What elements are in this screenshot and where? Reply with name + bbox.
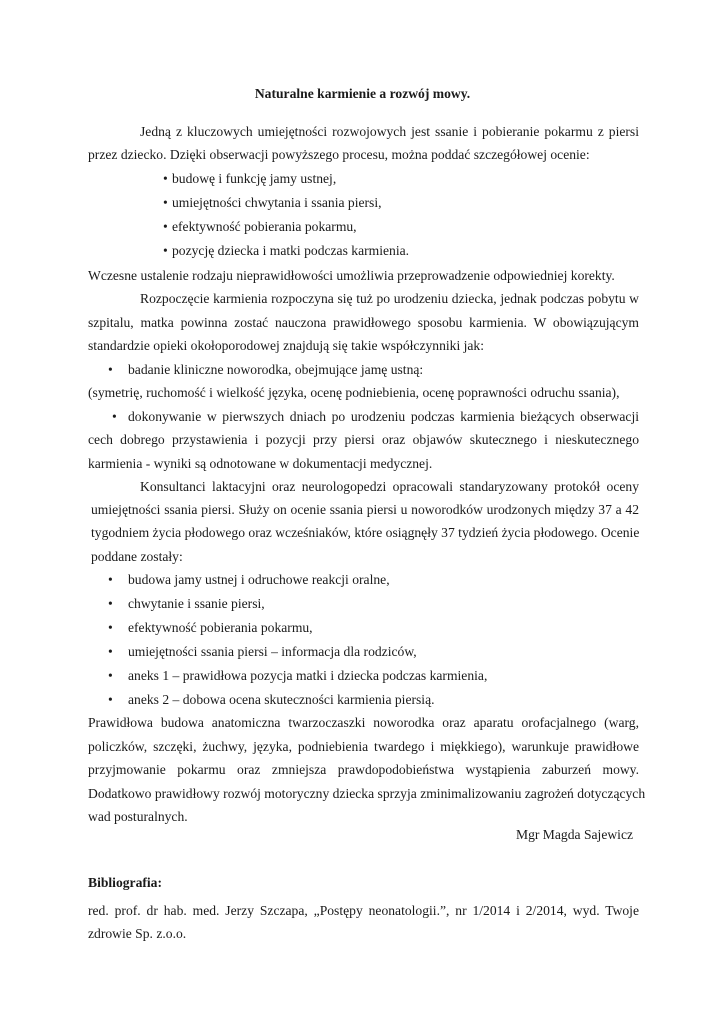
bullet-icon: • (108, 644, 113, 659)
list-item: • umiejętności chwytania i ssania piersi, (163, 191, 382, 214)
paragraph-anatomy-cont: policzków, szczęki, żuchwy, języka, podniebienia twardego i miękkiego), warunkuje prawidłowe (88, 739, 639, 754)
bullet-icon: • (163, 195, 168, 210)
bullet-icon: • (163, 243, 168, 258)
bullet-icon: • (108, 572, 113, 587)
bullet-icon: • (108, 692, 113, 707)
list-item: • badanie kliniczne noworodka, obejmujące jamę ustną: (128, 358, 423, 381)
bullet-icon: • (108, 362, 113, 377)
bullet-icon: • (163, 219, 168, 234)
list-item: • budowa jamy ustnej i odruchowe reakcji oralne, (128, 568, 390, 591)
author-signature: Mgr Magda Sajewicz (516, 827, 634, 842)
bibliography-heading: Bibliografia: (88, 875, 163, 890)
list-item: • efektywność pobierania pokarmu, (163, 215, 357, 238)
list-item-observations-end: karmienia - wyniki są odnotowane w dokumentacji medycznej. (88, 456, 433, 471)
paragraph-anatomy: Prawidłowa budowa anatomiczna twarzoczaszki noworodka oraz aparatu orofacjalnego (warg, (88, 715, 639, 730)
bullet-icon: • (108, 620, 113, 635)
paragraph-anatomy-cont: przyjmowanie pokarmu oraz zmniejsza prawdopodobieństwa wystąpienia zaburzeń mowy. (88, 762, 639, 777)
paragraph-line: Jedną z kluczowych umiejętności rozwojowych jest ssanie i pobieranie pokarmu z piersi (140, 124, 639, 139)
bullet-icon: • (108, 596, 113, 611)
paragraph-protocol-cont: tygodniem życia płodowego oraz wcześniaków, które osiągnęły 37 tydzień życia płodowego. Ocenie (91, 525, 640, 540)
paragraph-protocol-cont: umiejętności ssania piersi. Służy on ocenie ssania piersi u noworodków urodzonych między 37 a 42 (91, 502, 639, 517)
paragraph-exam-detail: (symetrię, ruchomość i wielkość języka, ocenę podniebienia, ocenę poprawności odruchu ssania), (88, 385, 620, 400)
paragraph-feeding: Rozpoczęcie karmienia rozpoczyna się tuż po urodzeniu dziecka, jednak podczas pobytu w (140, 291, 639, 306)
list-item-observations: • dokonywanie w pierwszych dniach po urodzeniu podczas karmienia bieżących obserwacji (88, 405, 639, 428)
list-item: • efektywność pobierania pokarmu, (128, 616, 313, 639)
list-item: • aneks 2 – dobowa ocena skuteczności karmienia piersią. (128, 688, 435, 711)
paragraph-protocol-end: poddane zostały: (91, 549, 183, 564)
bibliography-entry: red. prof. dr hab. med. Jerzy Szczapa, „Postępy neonatologii.”, nr 1/2014 i 2/2014, wyd. Twoje (88, 903, 639, 918)
paragraph-anatomy-end: wad posturalnych. (88, 809, 188, 824)
bullet-icon: • (112, 409, 117, 424)
bullet-icon: • (108, 668, 113, 683)
list-item: • umiejętności ssania piersi – informacja dla rodziców, (128, 640, 417, 663)
paragraph-feeding-cont: szpitalu, matka powinna zostać nauczona prawidłowego sposobu karmienia. W obowiązującym (88, 315, 639, 330)
paragraph-feeding-end: standardzie opieki okołoporodowej znajdują się takie współczynniki jak: (88, 338, 484, 353)
document-title: Naturalne karmienie a rozwój mowy. (254, 86, 471, 101)
paragraph-intro-cont (88, 143, 639, 166)
paragraph-intro (88, 120, 639, 143)
list-item: • budowę i funkcję jamy ustnej, (163, 167, 336, 190)
paragraph-anatomy-cont: Dodatkowo prawidłowy rozwój motoryczny dziecka sprzyja zminimalizowaniu zagrożeń dotyczących (88, 786, 646, 801)
list-item: • chwytanie i ssanie piersi, (128, 592, 265, 615)
paragraph-correction: Wczesne ustalenie rodzaju nieprawidłowości umożliwia przeprowadzenie odpowiedniej korekty. (88, 268, 615, 283)
bullet-icon: • (163, 171, 168, 186)
list-item: • aneks 1 – prawidłowa pozycja matki i dziecka podczas karmienia, (128, 664, 487, 687)
paragraph-line: przez dziecko. Dzięki obserwacji powyższego procesu, można poddać szczegółowej ocenie: (88, 147, 590, 162)
bibliography-entry-cont: zdrowie Sp. z.o.o. (88, 926, 187, 941)
list-item-observations-cont: cech dobrego przystawienia i pozycji przy piersi oraz objawów skutecznego i nieskutecznego (88, 432, 639, 447)
list-item: • pozycję dziecka i matki podczas karmienia. (163, 239, 409, 262)
paragraph-protocol: Konsultanci laktacyjni oraz neurologopedzi opracowali standaryzowany protokół oceny (140, 479, 639, 494)
